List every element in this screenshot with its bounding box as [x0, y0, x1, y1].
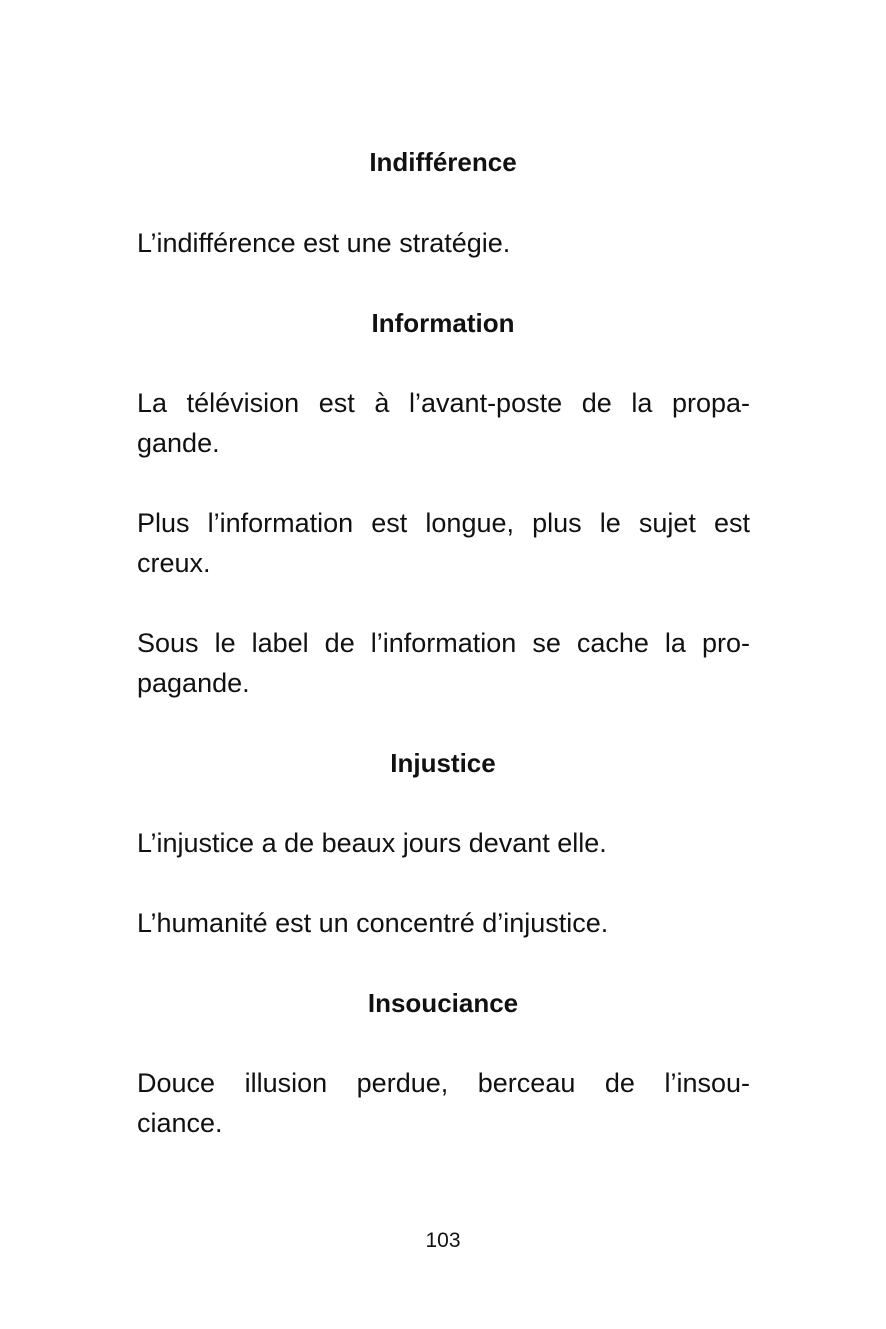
text-line: L’humanité est un concentré d’injustice.: [137, 908, 609, 938]
text-line: Douce illusion perdue, berceau de l’insou-: [137, 1068, 750, 1098]
paragraph: [137, 503, 750, 583]
paragraph: [137, 903, 750, 943]
text-line: L’injustice a de beaux jours devant elle.: [137, 828, 607, 858]
section-heading-indifference: Indifférence: [369, 147, 517, 177]
text-line: ciance.: [137, 1108, 223, 1138]
text-line: L’indifférence est une stratégie.: [137, 228, 511, 258]
paragraph: [137, 623, 750, 703]
paragraph: [137, 223, 750, 263]
paragraph: [137, 1063, 750, 1143]
section-heading-injustice: Injustice: [390, 748, 496, 778]
text-line: creux.: [137, 548, 211, 578]
paragraph: [137, 383, 750, 463]
text-line: gande.: [137, 428, 220, 458]
paragraph: [137, 823, 750, 863]
page-number: 103: [425, 1229, 461, 1252]
section-heading-insouciance: Insouciance: [367, 988, 519, 1018]
section-heading-information: Information: [371, 308, 515, 338]
text-line: Plus l’information est longue, plus le sujet est: [137, 508, 750, 538]
text-line: Sous le label de l’information se cache la pro-: [137, 628, 750, 658]
text-line: pagande.: [137, 668, 250, 698]
text-line: La télévision est à l’avant-poste de la propa-: [137, 388, 750, 418]
